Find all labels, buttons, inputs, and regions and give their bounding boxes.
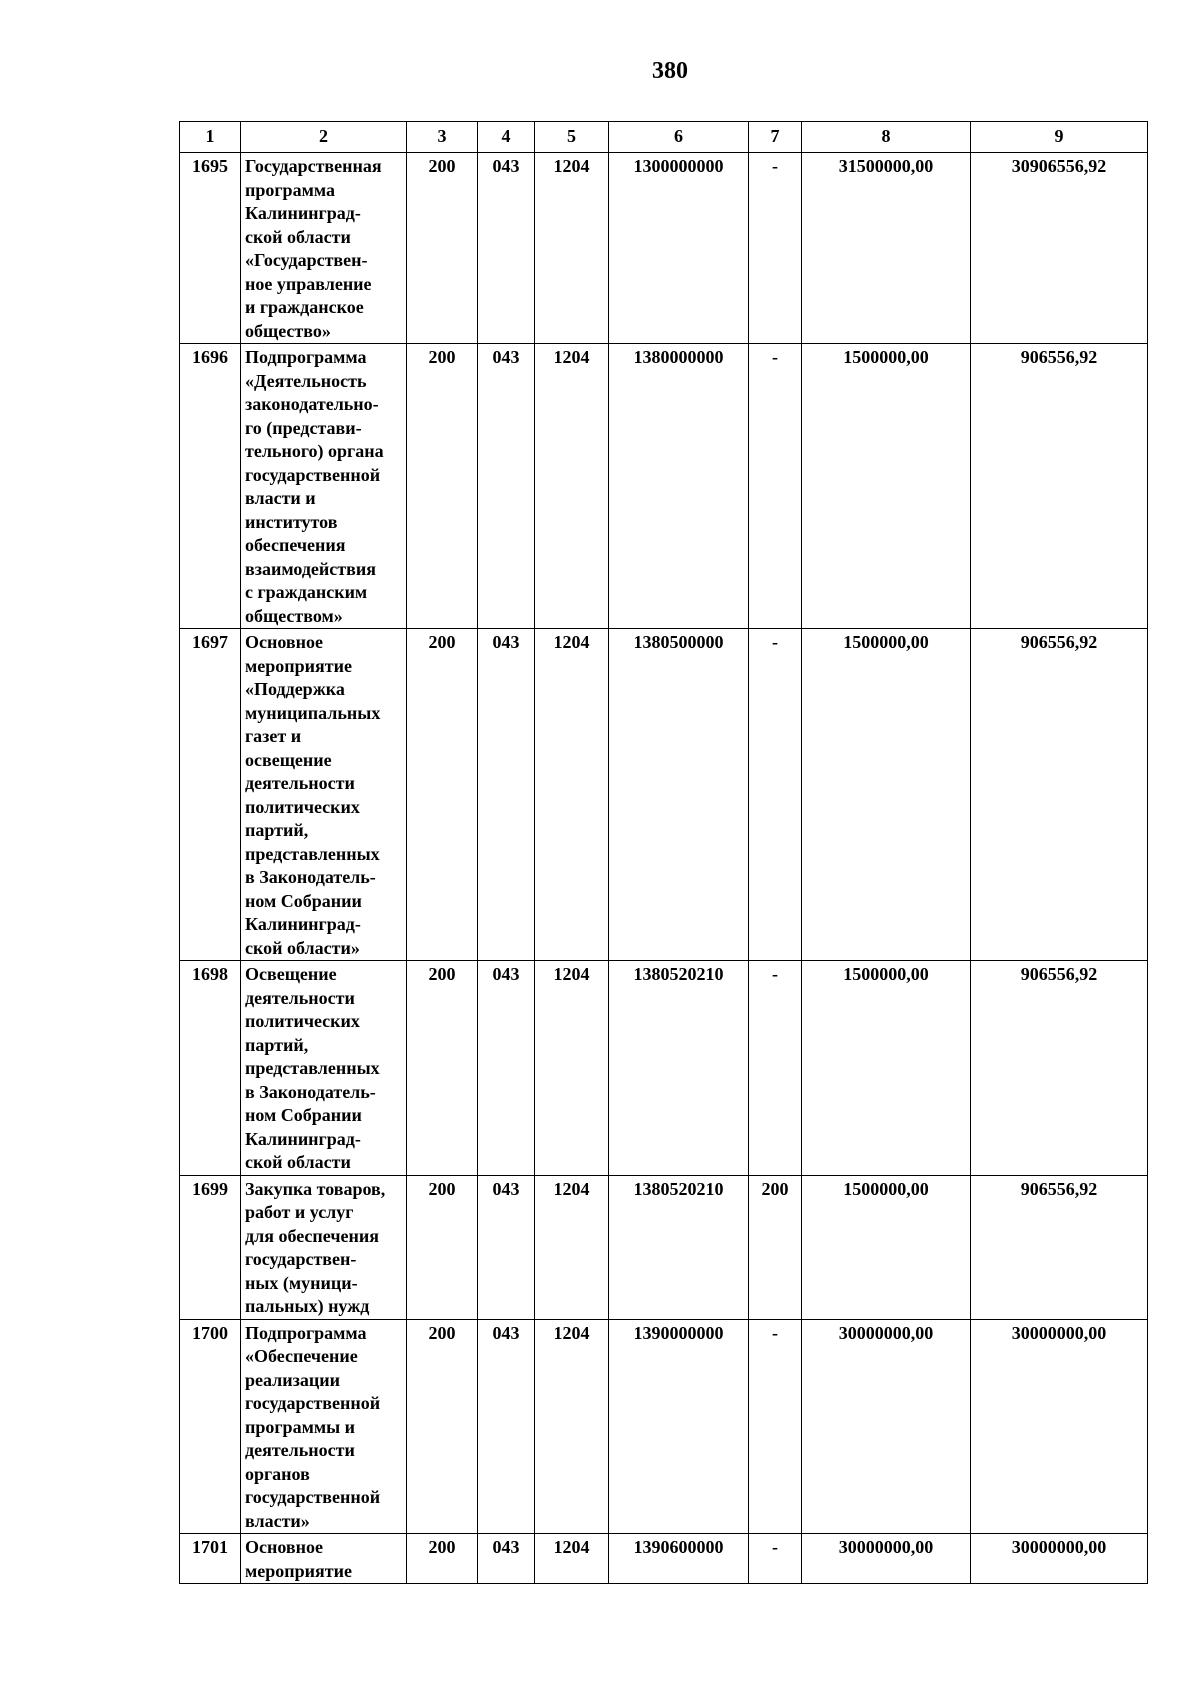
amount-col-9: 30906556,92 (971, 153, 1148, 344)
code-col-5: 1204 (535, 961, 609, 1176)
code-col-7: 200 (749, 1175, 802, 1319)
amount-col-9: 906556,92 (971, 1175, 1148, 1319)
code-col-4: 043 (478, 1319, 535, 1534)
code-col-4: 043 (478, 153, 535, 344)
code-col-3: 200 (407, 961, 478, 1176)
row-number: 1697 (180, 629, 241, 961)
item-name: Основное мероприятие (241, 1534, 407, 1584)
table-row (180, 629, 1148, 961)
code-col-5: 1204 (535, 153, 609, 344)
code-col-6: 1390000000 (609, 1319, 749, 1534)
column-header-4: 4 (478, 122, 535, 153)
column-header-5: 5 (535, 122, 609, 153)
column-header-2: 2 (241, 122, 407, 153)
row-number: 1701 (180, 1534, 241, 1584)
code-col-4: 043 (478, 344, 535, 629)
item-name: Закупка товаров, работ и услуг для обеспечения государствен- ных (муници- пальных) нужд (241, 1175, 407, 1319)
code-col-7: - (749, 1534, 802, 1584)
code-col-6: 1380520210 (609, 1175, 749, 1319)
amount-col-8: 30000000,00 (802, 1319, 971, 1534)
code-col-3: 200 (407, 629, 478, 961)
code-col-7: - (749, 153, 802, 344)
code-col-7: - (749, 629, 802, 961)
column-header-9: 9 (971, 122, 1148, 153)
code-col-6: 1390600000 (609, 1534, 749, 1584)
column-header-1: 1 (180, 122, 241, 153)
code-col-3: 200 (407, 153, 478, 344)
code-col-6: 1300000000 (609, 153, 749, 344)
column-header-6: 6 (609, 122, 749, 153)
code-col-5: 1204 (535, 1534, 609, 1584)
amount-col-8: 1500000,00 (802, 629, 971, 961)
code-col-4: 043 (478, 629, 535, 961)
code-col-5: 1204 (535, 344, 609, 629)
code-col-5: 1204 (535, 1175, 609, 1319)
item-name: Подпрограмма «Деятельность законодательно- го (представи- тельного) органа государственной власти и институтов обеспечения взаимодействия с гражданским обществом» (241, 344, 407, 629)
code-col-7: - (749, 1319, 802, 1534)
row-number: 1698 (180, 961, 241, 1176)
column-header-8: 8 (802, 122, 971, 153)
item-name: Освещение деятельности политических партий, представленных в Законодатель- ном Собрании Калининград- ской области (241, 961, 407, 1176)
code-col-3: 200 (407, 1319, 478, 1534)
code-col-6: 1380500000 (609, 629, 749, 961)
row-number: 1699 (180, 1175, 241, 1319)
budget-table (179, 121, 1148, 1584)
code-col-3: 200 (407, 344, 478, 629)
item-name: Подпрограмма «Обеспечение реализации государственной программы и деятельности органов государственной власти» (241, 1319, 407, 1534)
table-row (180, 153, 1148, 344)
row-number: 1700 (180, 1319, 241, 1534)
amount-col-9: 906556,92 (971, 629, 1148, 961)
code-col-4: 043 (478, 1534, 535, 1584)
table-row (180, 1534, 1148, 1584)
page-number: 380 (652, 58, 688, 84)
amount-col-8: 31500000,00 (802, 153, 971, 344)
amount-col-9: 30000000,00 (971, 1319, 1148, 1534)
code-col-3: 200 (407, 1534, 478, 1584)
amount-col-8: 1500000,00 (802, 344, 971, 629)
amount-col-8: 30000000,00 (802, 1534, 971, 1584)
table-row (180, 1175, 1148, 1319)
code-col-7: - (749, 344, 802, 629)
code-col-3: 200 (407, 1175, 478, 1319)
amount-col-9: 906556,92 (971, 344, 1148, 629)
table-row (180, 344, 1148, 629)
code-col-5: 1204 (535, 1319, 609, 1534)
code-col-4: 043 (478, 1175, 535, 1319)
amount-col-8: 1500000,00 (802, 961, 971, 1176)
item-name: Государственная программа Калининград- ской области «Государствен- ное управление и гражданское общество» (241, 153, 407, 344)
amount-col-9: 906556,92 (971, 961, 1148, 1176)
code-col-4: 043 (478, 961, 535, 1176)
item-name: Основное мероприятие «Поддержка муниципальных газет и освещение деятельности политических партий, представленных в Законодатель- ном Собрании Калининград- ской области» (241, 629, 407, 961)
header-row (180, 122, 1148, 153)
amount-col-9: 30000000,00 (971, 1534, 1148, 1584)
column-header-7: 7 (749, 122, 802, 153)
code-col-5: 1204 (535, 629, 609, 961)
code-col-7: - (749, 961, 802, 1176)
code-col-6: 1380000000 (609, 344, 749, 629)
row-number: 1695 (180, 153, 241, 344)
table-row (180, 1319, 1148, 1534)
code-col-6: 1380520210 (609, 961, 749, 1176)
table-row (180, 961, 1148, 1176)
row-number: 1696 (180, 344, 241, 629)
column-header-3: 3 (407, 122, 478, 153)
amount-col-8: 1500000,00 (802, 1175, 971, 1319)
